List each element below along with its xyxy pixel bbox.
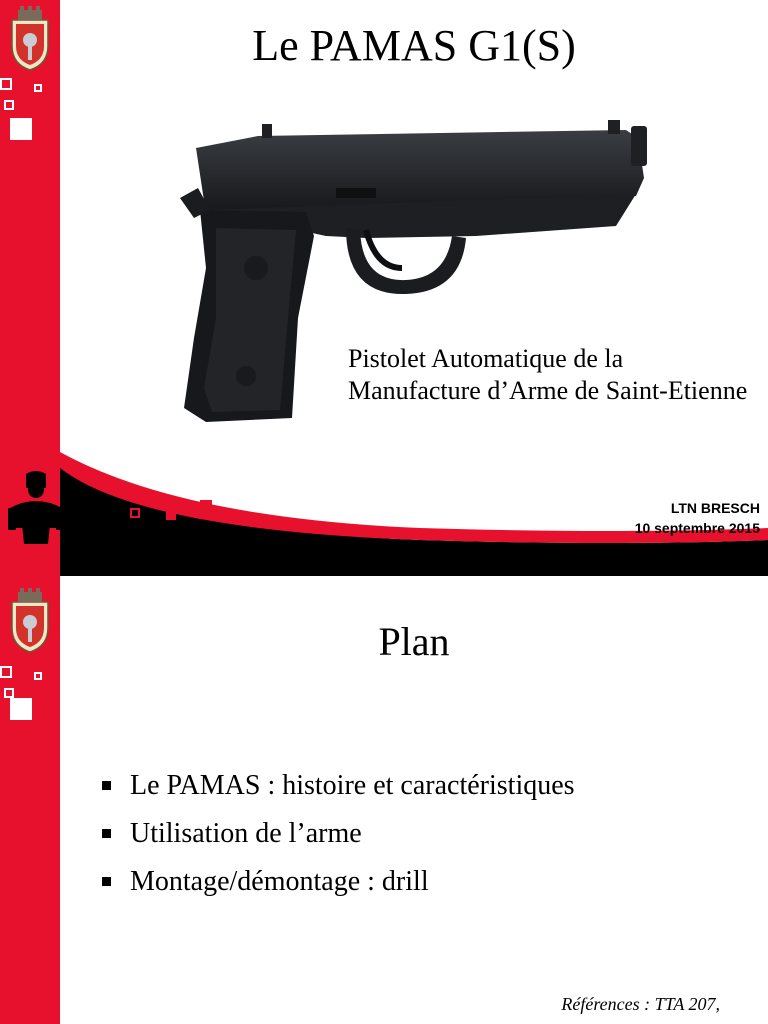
decor-square	[10, 118, 32, 140]
slide-title: Plan	[378, 619, 450, 664]
decor-square	[0, 78, 12, 90]
list-item-text: Utilisation de l’arme	[130, 818, 362, 849]
list-item	[100, 762, 575, 810]
author-name: LTN BRESCH	[670, 500, 760, 516]
decor-square	[166, 510, 176, 520]
list-item-text: Le PAMAS : histoire et caractéristiques	[130, 770, 575, 801]
bullet-square-icon	[102, 829, 111, 838]
author-block	[635, 498, 760, 538]
decor-square	[200, 500, 212, 512]
slide-subtitle: Pistolet Automatique de la Manufacture d’Arme de Saint-Etienne	[348, 344, 748, 405]
plan-slide	[0, 576, 768, 1024]
unit-crest-icon	[8, 588, 52, 654]
decor-square	[0, 666, 12, 678]
decor-square	[10, 698, 32, 720]
slide-title: Le PAMAS G1(S)	[252, 21, 576, 70]
decor-square	[34, 84, 42, 92]
decor-square	[34, 672, 42, 680]
list-item	[100, 810, 575, 858]
unit-crest-icon	[8, 6, 52, 72]
decor-square	[4, 100, 14, 110]
bullet-square-icon	[102, 877, 111, 886]
bullet-square-icon	[102, 781, 111, 790]
decor-square	[180, 502, 190, 512]
references-note: Références : TTA 207,	[561, 994, 720, 1014]
presentation-date: 10 septembre 2015	[634, 520, 760, 536]
list-item	[100, 858, 575, 906]
decor-square	[4, 688, 14, 698]
plan-list	[100, 762, 575, 906]
decor-square	[130, 508, 140, 518]
soldier-emblem-icon	[2, 468, 70, 550]
list-item-text: Montage/démontage : drill	[130, 866, 429, 897]
